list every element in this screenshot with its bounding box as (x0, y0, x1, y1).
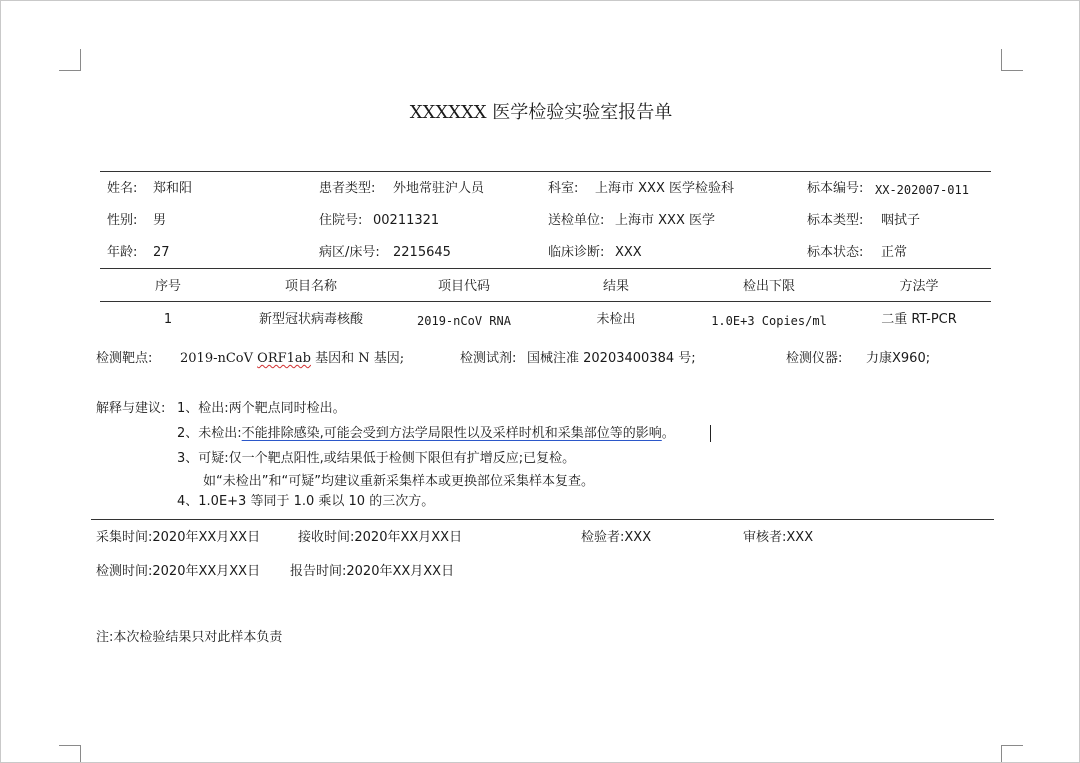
gender-value: 男 (153, 213, 167, 228)
crop-mark-top-right (1001, 49, 1023, 71)
targets-value (180, 351, 404, 367)
reagent-label: 检测试剂: (460, 351, 517, 366)
name-value: 郑和阳 (153, 181, 193, 196)
crop-mark-top-left (59, 49, 81, 71)
targets-suffix: 基因和 N 基因; (315, 351, 405, 366)
reagent-value: 国械注准 20203400384 号; (527, 351, 696, 366)
instrument-value: 力康X960; (866, 351, 931, 366)
gender-label: 性别: (107, 213, 138, 228)
interpretation-item-3: 3、可疑:仅一个靶点阳性,或结果低于检侧下限但有扩增反应;已复检。 (177, 451, 576, 466)
table-header-detection-limit: 检出下限 (742, 279, 795, 294)
rule-top (100, 171, 991, 172)
interpretation-label: 解释与建议: (96, 401, 166, 416)
text-cursor (710, 425, 711, 442)
table-cell-index: 1 (163, 312, 173, 327)
table-header-result: 结果 (602, 279, 629, 294)
age-label: 年龄: (107, 245, 138, 260)
interpretation-item-1: 1、检出:两个靶点同时检出。 (177, 401, 346, 416)
inspector: 检验者:XXX (581, 530, 652, 545)
rule-footer (91, 519, 994, 520)
specimen-status-label: 标本状态: (807, 245, 864, 260)
table-header-index: 序号 (154, 279, 181, 294)
table-cell-item-name: 新型冠状病毒核酸 (258, 312, 363, 327)
instrument-label: 检测仪器: (786, 351, 843, 366)
diagnosis-label: 临床诊断: (548, 245, 605, 260)
table-cell-result: 未检出 (596, 312, 636, 327)
rule-table-header (100, 301, 991, 302)
interpretation-item-2-end: 。 (661, 426, 675, 441)
patient-type-value: 外地常驻沪人员 (393, 181, 485, 196)
table-header-item-name: 项目名称 (284, 279, 337, 294)
table-header-item-code: 项目代码 (437, 279, 490, 294)
crop-mark-bottom-left (59, 745, 81, 763)
disclaimer-note: 注:本次检验结果只对此样本负责 (96, 630, 283, 645)
inpatient-no-label: 住院号: (319, 213, 363, 228)
table-header-method: 方法学 (899, 279, 939, 294)
specimen-no-value: XX-202007-011 (875, 183, 969, 197)
reviewer: 审核者:XXX (743, 530, 814, 545)
interpretation-item-2 (177, 426, 675, 442)
collect-time: 采集时间:2020年XX月XX日 (96, 530, 261, 545)
report-time: 报告时间:2020年XX月XX日 (290, 564, 455, 579)
specimen-status-value: 正常 (881, 245, 908, 260)
targets-gene: ORF1ab (257, 351, 311, 366)
specimen-type-value: 咽拭子 (881, 213, 921, 228)
age-value: 27 (153, 245, 170, 260)
rule-table-top (100, 268, 991, 269)
interpretation-item-3-note: 如“未检出”和“可疑”均建议重新采集样本或更换部位采集样本复查。 (203, 474, 594, 489)
sending-unit-label: 送检单位: (548, 213, 605, 228)
department-value: 上海市 XXX 医学检验科 (595, 181, 734, 196)
ward-bed-label: 病区/床号: (319, 245, 380, 260)
table-cell-detection-limit: 1.0E+3 Copies/ml (711, 314, 827, 328)
targets-label: 检测靶点: (96, 351, 153, 366)
diagnosis-value: XXX (615, 245, 642, 260)
specimen-no-label: 标本编号: (807, 181, 864, 196)
ward-bed-value: 2215645 (393, 245, 451, 260)
department-label: 科室: (548, 181, 579, 196)
report-title: XXXXXX 医学检验实验室报告单 (409, 102, 673, 123)
crop-mark-bottom-right (1001, 745, 1023, 763)
patient-type-label: 患者类型: (319, 181, 376, 196)
table-cell-method: 二重 RT-PCR (881, 312, 957, 327)
interpretation-item-2-prefix: 2、未检出: (177, 426, 242, 441)
name-label: 姓名: (107, 181, 138, 196)
table-cell-item-code: 2019-nCoV RNA (417, 314, 511, 328)
interpretation-item-4: 4、1.0E+3 等同于 1.0 乘以 10 的三次方。 (177, 494, 435, 509)
test-time: 检测时间:2020年XX月XX日 (96, 564, 261, 579)
interpretation-item-2-text: 不能排除感染,可能会受到方法学局限性以及采样时机和采集部位等的影响 (241, 426, 662, 441)
sending-unit-value: 上海市 XXX 医学 (615, 213, 715, 228)
targets-prefix: 2019-nCoV (180, 351, 254, 366)
inpatient-no-value: 00211321 (373, 213, 440, 228)
specimen-type-label: 标本类型: (807, 213, 864, 228)
receive-time: 接收时间:2020年XX月XX日 (298, 530, 463, 545)
